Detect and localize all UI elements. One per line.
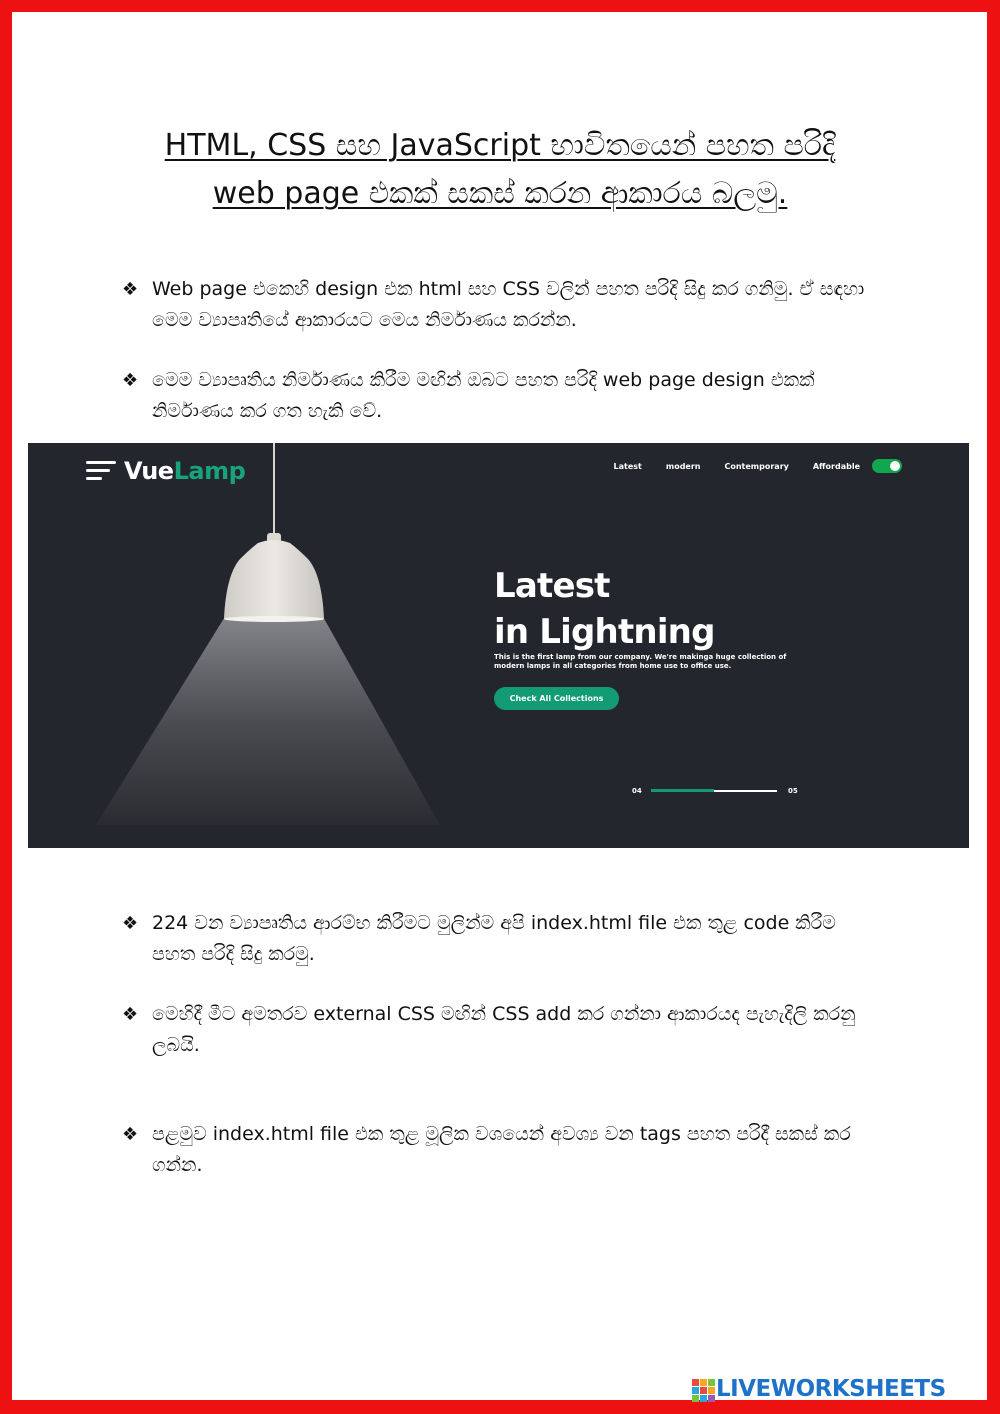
- bullet-item: [122, 365, 882, 427]
- slide-progress-bar[interactable]: [651, 790, 777, 792]
- check-collections-button[interactable]: Check All Collections: [494, 687, 619, 710]
- liveworksheets-text: LIVEWORKSHEETS: [716, 1376, 946, 1402]
- bullet-icon: ❖: [122, 913, 139, 934]
- lamp-shade: [224, 540, 324, 619]
- nav-modern[interactable]: modern: [665, 461, 701, 471]
- bullet-item: [122, 908, 882, 970]
- slide-total-number: 05: [788, 787, 798, 795]
- bullet-text: පළමුව index.html file එක තුළ මූලික වශයෙන් අවශ්‍ය වන tags පහත පරිදී සකස් කර ගන්න.: [152, 1123, 851, 1176]
- nav-latest[interactable]: Latest: [613, 461, 642, 471]
- bullet-icon: ❖: [122, 1004, 139, 1025]
- hero-subtext: This is the first lamp from our company. We're makinga huge collection of modern lamps in all categories from home use to office use.: [494, 653, 787, 670]
- bullet-item: [122, 999, 882, 1061]
- lamp-bulb-glow: [224, 616, 324, 622]
- liveworksheets-icon: [692, 1379, 714, 1401]
- bullet-item: [122, 274, 882, 336]
- slide-current-number: 04: [632, 787, 642, 795]
- light-beam: [96, 615, 440, 825]
- bullet-text: මෙම ව්‍යාපෘතිය නිර්මාණය කිරීම මඟින් ඔබට පහත පරිදි web page design එකක් නිර්මාණය කර ගත හැකි වේ.: [152, 369, 815, 422]
- page-title-line-1: HTML, CSS සහ JavaScript භාවිතයෙන් පහත පරිදි: [164, 128, 836, 163]
- hero-headline: [494, 563, 715, 655]
- hero-screenshot: [28, 443, 969, 848]
- slide-progress-fill: [651, 789, 714, 792]
- headline-line-2: in Lightning: [494, 612, 715, 652]
- bullet-text: මෙහිදී මීට අමතරව external CSS මඟින් CSS add කර ගන්නා ආකාරයද පැහැදිලි කරනු ලබයි.: [152, 1003, 856, 1056]
- bullet-icon: ❖: [122, 1124, 139, 1145]
- bullet-icon: ❖: [122, 279, 139, 300]
- bullet-text: Web page එකෙහි design එක html සහ CSS වලින් පහත පරිදි සිදු කර ගනිමු. ඒ සඳහා මෙම ව්‍යාපෘතියේ ආකාරයට මෙය නිර්මාණය කරන්න.: [152, 278, 865, 331]
- page-title: [60, 122, 940, 218]
- logo-text-vue: Vue: [124, 457, 174, 485]
- nav-contemporary[interactable]: Contemporary: [724, 461, 789, 471]
- bullet-item: [122, 1119, 882, 1181]
- nav-affordable[interactable]: Affordable: [812, 461, 860, 471]
- bullet-text: 224 වන ව්‍යාපෘතිය ආරම්භ කිරීමට මුලින්ම අපි index.html file එක තුළ code කිරීම පහත පරිදි සිදු කරමු.: [152, 912, 836, 965]
- liveworksheets-logo: [692, 1376, 946, 1402]
- page-title-line-2: web page එකක් සකස් කරන ආකාරය බලමු.: [212, 176, 788, 211]
- bullet-icon: ❖: [122, 370, 139, 391]
- logo-text-lamp: Lamp: [173, 457, 246, 485]
- headline-line-1: Latest: [494, 566, 610, 606]
